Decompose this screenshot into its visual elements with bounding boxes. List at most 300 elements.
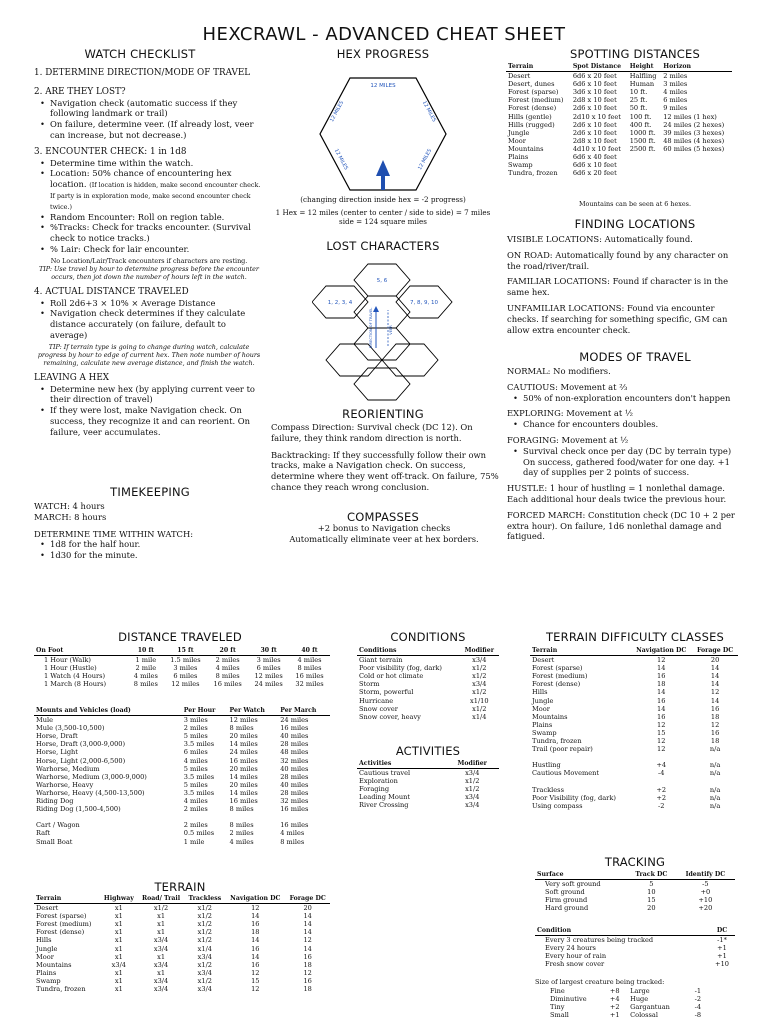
table-cell: x1/4	[472, 712, 487, 721]
difficulty-row	[530, 664, 738, 672]
table-cell: Raft	[36, 829, 51, 838]
activity-row	[357, 785, 499, 793]
spotting-row	[506, 145, 732, 153]
table-cell	[630, 778, 692, 786]
creature-size-table	[548, 987, 708, 1019]
mount-row	[34, 789, 330, 797]
table-cell: Horse, Light	[36, 748, 78, 757]
table-cell: 3.5 miles	[183, 740, 215, 749]
hex-label: 12 MILES	[370, 83, 396, 89]
march-length: MARCH: 8 hours	[34, 511, 107, 522]
lost-characters-heading: LOST CHARACTERS	[326, 239, 440, 253]
table-cell: x1	[157, 912, 166, 921]
table-cell: n/a	[709, 769, 721, 778]
table-cell: 2 miles	[183, 821, 208, 830]
table-cell: 16	[251, 920, 260, 929]
terrain-row	[34, 969, 330, 977]
table-cell: Trail (poor repair)	[532, 745, 593, 754]
table-cell: 24 miles	[254, 680, 283, 689]
table-cell: 16 miles	[229, 756, 258, 765]
mount-row	[34, 829, 330, 837]
hex-progress-notes	[272, 195, 494, 227]
table-cell: Trackless	[532, 785, 564, 794]
table-cell: Tundra, frozen	[532, 737, 582, 746]
table-cell: 28 miles	[280, 740, 309, 749]
activities-table	[357, 760, 499, 810]
mode-exploring: EXPLORING: Movement at ½	[507, 408, 634, 419]
table-cell: x1/2	[472, 672, 487, 681]
tracking-row	[535, 896, 735, 904]
table-cell: x1	[157, 928, 166, 937]
table-cell: x1/2	[197, 912, 212, 921]
direction-arrow-shaft	[381, 174, 385, 190]
finding-locations	[507, 234, 737, 335]
table-cell: x1/2	[465, 777, 480, 786]
step-3-bullet: • % Lair: Check for lair encounter.	[34, 244, 264, 255]
table-cell: x1/4	[197, 944, 212, 953]
hex-label: 12 MILES	[332, 148, 349, 172]
table-cell: Every 24 hours	[545, 944, 596, 953]
conditions-table	[357, 647, 499, 721]
table-cell: Desert	[532, 656, 555, 665]
table-cell: 10	[647, 888, 656, 897]
hex-label: 12 MILES	[417, 148, 434, 172]
condition-row	[357, 697, 499, 705]
table-cell: +8	[609, 987, 620, 995]
tracking-condition-row	[535, 952, 735, 960]
difficulty-row	[530, 656, 738, 665]
table-cell: Fine	[550, 987, 565, 995]
table-cell: Forest (medium)	[532, 672, 588, 681]
table-cell: +2	[656, 785, 667, 794]
spotting-row	[506, 88, 732, 96]
table-cell: 12	[657, 720, 666, 729]
table-cell: Fresh snow cover	[545, 960, 605, 969]
activities-heading: ACTIVITIES	[395, 744, 461, 758]
spotting-row	[506, 169, 732, 177]
table-cell	[692, 753, 738, 761]
table-cell: x3/4	[153, 944, 169, 953]
direction-arrow-icon	[376, 160, 390, 176]
table-cell: 2 miles	[183, 805, 208, 814]
mount-row	[34, 757, 330, 765]
table-cell: x1/2	[197, 936, 212, 945]
mount-row	[34, 805, 330, 813]
table-cell	[630, 753, 692, 761]
table-cell: +2	[609, 1003, 620, 1012]
table-cell: +1	[717, 944, 727, 953]
creature-size-row	[548, 995, 708, 1003]
table-cell: 12	[251, 968, 260, 977]
table-cell: n/a	[709, 785, 721, 794]
table-cell: 32 miles	[280, 756, 309, 765]
watch-checklist	[34, 64, 264, 438]
table-cell: 16 miles	[280, 805, 309, 814]
table-cell: 16	[657, 672, 666, 681]
activity-row	[357, 777, 499, 785]
tracking-condition-row	[535, 960, 735, 968]
table-cell: x3/4	[197, 952, 212, 961]
table-cell: x1	[114, 976, 123, 985]
table-cell: 3 miles	[173, 664, 198, 673]
table-cell: 12 miles	[229, 716, 258, 725]
table-cell: 20 miles	[229, 780, 258, 789]
table-cell: +0	[700, 888, 711, 897]
mode-foraging: FORAGING: Movement at ½	[507, 434, 629, 445]
terrain-heading: TERRAIN	[154, 880, 206, 894]
column-header: Road/ Trail	[138, 895, 185, 904]
table-cell: 15	[251, 976, 260, 985]
difficulty-row	[530, 672, 738, 680]
table-cell: 1.5 miles	[170, 656, 201, 665]
table-cell: 14 miles	[229, 772, 258, 781]
column-header: Trackless	[184, 895, 225, 904]
table-cell: x1	[114, 920, 123, 929]
table-cell: Cart / Wagon	[36, 821, 80, 830]
table-cell: 12	[710, 688, 720, 697]
column-header: Per March	[278, 707, 330, 716]
table-cell: 2d8 x 10 feet	[572, 136, 617, 145]
difficulty-row	[530, 680, 738, 688]
table-cell: Hills (rugged)	[508, 120, 555, 129]
table-cell: Using compass	[532, 801, 583, 810]
table-cell: 32 miles	[295, 680, 324, 689]
table-cell	[530, 778, 630, 786]
table-cell: Riding Dog	[36, 797, 74, 806]
table-cell: 3.5 miles	[183, 772, 215, 781]
table-cell: Hills	[532, 688, 548, 697]
step-3-bullet: • %Tracks: Check for tracks encounter. (Survival check to notice tracks.)	[34, 222, 264, 244]
table-cell: 18	[303, 985, 312, 994]
step-3-note: (If location is hidden, make second encounter check. If party is in exploration mode, make second encounter check twice.)	[50, 181, 261, 211]
table-cell: 6d6 x 10 feet	[572, 80, 617, 89]
table-cell: Snow cover	[359, 704, 398, 713]
table-cell: x1/2	[197, 960, 212, 969]
difficulty-row	[530, 745, 738, 753]
table-cell: x1/2	[197, 928, 212, 937]
table-cell: Desert	[508, 72, 531, 81]
table-cell: 12	[657, 737, 666, 746]
mounts-table	[34, 707, 330, 846]
column-header: Horizon	[661, 63, 732, 72]
table-cell: n/a	[709, 801, 721, 810]
creature-size-label: Size of largest creature being tracked:	[535, 978, 665, 986]
hex-cell	[354, 296, 410, 328]
table-cell: Warhorse, Medium (3,000-9,000)	[36, 772, 147, 781]
table-cell: n/a	[709, 793, 721, 802]
table-cell: 5 miles	[183, 764, 208, 773]
table-cell: -2	[694, 995, 702, 1004]
table-cell: 1500 ft.	[629, 136, 656, 145]
table-cell: 16	[710, 704, 720, 713]
table-cell	[628, 161, 662, 169]
column-header: Forage DC	[692, 647, 738, 656]
step-3: 3. ENCOUNTER CHECK: 1 in 1d8	[34, 146, 187, 157]
spotting-row	[506, 121, 732, 129]
table-cell: 12 miles	[171, 680, 200, 689]
mount-row	[34, 773, 330, 781]
difficulty-row	[530, 721, 738, 729]
table-cell: 4 miles	[663, 88, 688, 97]
table-cell: 16	[303, 952, 312, 961]
mount-row	[34, 716, 330, 725]
table-cell: Small	[550, 1011, 569, 1020]
activity-row	[357, 793, 499, 801]
table-cell: 24 miles (2 hexes)	[663, 120, 725, 129]
table-cell: Huge	[630, 995, 649, 1004]
tip-note: TIP: If terrain type is going to change during watch, calculate progress by hour to edge of current hex. Then note number of hours remaining, calculate new average distance, and finish the watch.	[37, 342, 261, 367]
table-cell: x1	[157, 968, 166, 977]
spotting-row	[506, 137, 732, 145]
mode-hustle: HUSTLE: 1 hour of hustling = 1 nonlethal damage. Each additional hour deals twice the previous hour.	[507, 483, 727, 504]
spotting-row	[506, 104, 732, 112]
condition-row	[357, 672, 499, 680]
table-cell: 2 miles	[183, 724, 208, 733]
table-cell: x3/4	[153, 960, 169, 969]
table-cell: 5 miles	[183, 780, 208, 789]
travel-arrow-icon	[373, 306, 379, 312]
table-header-row	[530, 647, 738, 656]
unfamiliar-locations: UNFAMILIAR LOCATIONS: Found via encounter checks. If searching for something specific, GM can allow extra encounter check.	[507, 302, 728, 335]
table-cell: 12 miles	[254, 672, 283, 681]
column-header: 20 ft	[207, 647, 248, 656]
table-cell: Moor	[36, 952, 54, 961]
table-cell: x3/4	[465, 801, 480, 810]
column-header: Condition	[535, 927, 709, 936]
terrain-row	[34, 912, 330, 920]
table-header-row	[34, 895, 330, 904]
table-cell: Storm, powerful	[359, 688, 414, 697]
spotting-row	[506, 129, 732, 137]
table-cell: 14	[303, 944, 312, 953]
table-cell: Human	[629, 80, 655, 89]
table-cell: Poor Visibility (fog, dark)	[532, 793, 616, 802]
table-cell: 14	[303, 928, 312, 937]
table-cell: 4 miles	[133, 672, 158, 681]
table-cell: Diminutive	[550, 995, 587, 1004]
veer-top-label: 5, 6	[376, 278, 388, 284]
table-cell: 3 miles	[256, 656, 281, 665]
table-cell: x1/2	[197, 904, 212, 913]
familiar-locations: FAMILIAR LOCATIONS: Found if character is in the same hex.	[507, 276, 729, 298]
table-cell: +4	[656, 761, 667, 770]
table-cell: 4 miles	[229, 837, 254, 846]
table-cell: 18	[710, 712, 720, 721]
table-cell: 4 miles	[297, 656, 322, 665]
terrain-row	[34, 961, 330, 969]
table-cell: 50 ft.	[629, 104, 648, 113]
table-cell: 16	[251, 944, 260, 953]
table-cell: -8	[694, 1011, 702, 1020]
difficulty-row	[530, 778, 738, 786]
difficulty-row	[530, 794, 738, 802]
table-cell: 16	[251, 960, 260, 969]
page-title: HEXCRAWL - ADVANCED CHEAT SHEET	[202, 24, 566, 45]
condition-row	[357, 713, 499, 721]
table-cell: 5 miles	[183, 732, 208, 741]
table-cell: Riding Dog (1,500-4,500)	[36, 805, 121, 814]
table-cell: 14	[710, 664, 720, 673]
table-cell: 14	[710, 672, 720, 681]
table-cell: Moor	[508, 136, 526, 145]
table-cell	[661, 161, 732, 169]
table-cell: x1	[114, 912, 123, 921]
spotting-note: Mountains can be seen at 6 hexes.	[578, 200, 691, 208]
tracking-conditions-table	[535, 927, 735, 968]
table-cell: x3/4	[111, 960, 127, 969]
table-cell	[228, 813, 279, 821]
table-cell: 2d10 x 10 feet	[572, 112, 621, 121]
table-cell: Desert	[36, 904, 59, 913]
column-header: Modifier	[460, 647, 499, 656]
table-cell: Every hour of rain	[545, 952, 607, 961]
table-cell: 14	[657, 704, 666, 713]
table-cell: x3/4	[472, 656, 487, 665]
table-cell	[692, 778, 738, 786]
column-header: Terrain	[530, 647, 630, 656]
table-cell: 8 miles	[133, 680, 158, 689]
table-cell: 4 miles	[183, 756, 208, 765]
conditions-heading: CONDITIONS	[390, 630, 466, 644]
table-cell: -4	[658, 769, 665, 778]
mount-row	[34, 797, 330, 805]
table-cell: Halfling	[629, 72, 657, 81]
visible-locations: VISIBLE LOCATIONS: Automatically found.	[507, 234, 693, 244]
table-cell: Cautious Movement	[532, 769, 600, 778]
table-cell: Forest (medium)	[36, 920, 92, 929]
table-cell: 1000 ft.	[629, 128, 656, 137]
creature-size-row	[548, 1003, 708, 1011]
table-cell: 3.5 miles	[183, 788, 215, 797]
table-cell: Mule	[36, 716, 54, 725]
table-cell: 28 miles	[280, 788, 309, 797]
tracking-heading: TRACKING	[604, 855, 666, 869]
on-foot-row	[34, 656, 330, 665]
table-cell: 1 mile	[183, 837, 205, 846]
table-cell: 6d6 x 20 feet	[572, 72, 617, 81]
table-cell: 32 miles	[280, 797, 309, 806]
terrain-row	[34, 977, 330, 985]
time-bullet: • 1d8 for the half hour.	[34, 539, 264, 550]
table-cell: Every 3 creatures being tracked	[545, 936, 654, 945]
table-header-row	[535, 927, 735, 936]
difficulty-row	[530, 705, 738, 713]
table-cell: x1	[114, 936, 123, 945]
table-cell: Forest (sparse)	[532, 664, 583, 673]
table-cell: x1/2	[153, 904, 169, 913]
table-header-row	[357, 760, 499, 769]
table-cell: 20	[710, 656, 720, 665]
mount-row	[34, 740, 330, 748]
table-cell: 2d6 x 10 feet	[572, 104, 617, 113]
column-header: Per Hour	[182, 707, 228, 716]
column-header: Spot Distance	[571, 63, 628, 72]
table-cell: 12	[657, 745, 666, 754]
terrain-row	[34, 953, 330, 961]
terrain-row	[34, 928, 330, 936]
tracking-table	[535, 871, 735, 912]
table-cell: 100 ft.	[629, 112, 652, 121]
table-cell: Jungle	[508, 128, 530, 137]
table-cell: 24 miles	[229, 748, 258, 757]
tip-note: TIP: Use travel by hour to determine progress before the encounter occurs, then jot down the number of hours left in the watch.	[38, 264, 259, 281]
condition-row	[357, 705, 499, 713]
table-cell: 8 miles	[297, 664, 322, 673]
hex-footnote: 1 Hex = 12 miles (center to center / side to side) = 7 miles side = 124 square miles	[275, 207, 491, 226]
leaving-bullet: • Determine new hex (by applying current veer to their direction of travel)	[34, 384, 264, 406]
table-cell: -1*	[717, 936, 727, 945]
table-cell: 12	[303, 968, 312, 977]
table-cell: -5	[702, 880, 709, 889]
table-cell: x1/2	[472, 664, 487, 673]
column-header: Track DC	[627, 871, 676, 880]
table-cell: Plains	[508, 153, 529, 162]
step-2-bullet: • On failure, determine veer. (If already lost, veer can increase, but not decrease.)	[34, 119, 264, 141]
table-cell: Forest (sparse)	[508, 88, 559, 97]
compasses	[271, 523, 497, 545]
modes-of-travel	[507, 366, 737, 542]
terrain-row	[34, 936, 330, 944]
table-cell: Swamp	[532, 728, 557, 737]
table-cell: Tiny	[550, 1003, 565, 1012]
table-cell: 6 miles	[173, 672, 198, 681]
tracking-row	[535, 880, 735, 889]
table-cell: 4 miles	[280, 829, 305, 838]
table-cell: 2 mile	[135, 664, 157, 673]
table-cell: Jungle	[36, 944, 58, 953]
table-cell: x1/2	[197, 920, 212, 929]
table-cell: Leading Mount	[359, 793, 410, 802]
table-cell: Hurricane	[359, 696, 394, 705]
table-cell: 60 miles (5 hexes)	[663, 144, 725, 153]
spotting-row	[506, 113, 732, 121]
table-cell: Colossal	[630, 1011, 658, 1020]
table-cell: 20 miles	[229, 764, 258, 773]
table-cell: Hard ground	[545, 904, 589, 913]
reorienting	[271, 422, 499, 493]
mode-cautious: CAUTIOUS: Movement at ⅔	[507, 381, 628, 392]
timekeeping	[34, 501, 264, 561]
mount-row	[34, 732, 330, 740]
table-cell: Jungle	[532, 696, 554, 705]
table-cell: 2d8 x 10 feet	[572, 96, 617, 105]
column-header: Navigation DC	[225, 895, 285, 904]
table-cell: Hills (gentle)	[508, 112, 552, 121]
table-cell: 400 ft.	[629, 120, 652, 129]
table-cell	[661, 153, 732, 161]
watch-length: WATCH: 4 hours	[34, 501, 105, 511]
table-cell: Warhorse, Heavy	[36, 780, 94, 789]
table-cell	[278, 813, 330, 821]
table-cell: 3d6 x 10 feet	[572, 88, 617, 97]
step-4: 4. ACTUAL DISTANCE TRAVELED	[34, 286, 189, 297]
tracking-condition-row	[535, 944, 735, 952]
terrain-table	[34, 895, 330, 993]
table-cell: 6 miles	[256, 664, 281, 673]
spotting-row	[506, 96, 732, 104]
table-cell: x1	[114, 952, 123, 961]
spotting-row	[506, 72, 732, 81]
spotting-row	[506, 153, 732, 161]
condition-row	[357, 664, 499, 672]
table-cell: Mountains	[532, 712, 568, 721]
terrain-row	[34, 985, 330, 993]
table-cell: 16	[710, 728, 720, 737]
table-header-row	[34, 707, 330, 716]
difficulty-heading: TERRAIN DIFFICULTY CLASSES	[545, 630, 725, 644]
table-cell: 20	[647, 904, 656, 913]
table-cell: -4	[694, 1003, 702, 1012]
